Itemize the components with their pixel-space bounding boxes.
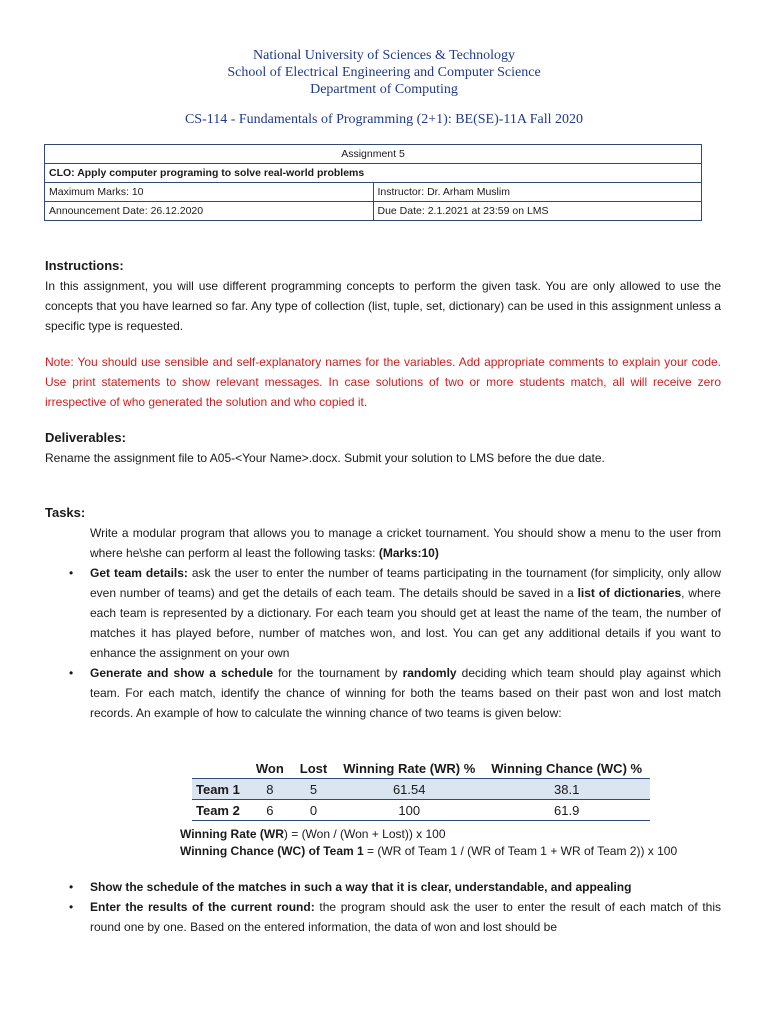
note-paragraph: Note: You should use sensible and self-explanatory names for the variables. Add appropriate comments to explain your code. Use print statements to show relevant messages. In case solutions of two or more students match, all will receive zero irrespective of who generated the solution and who copied it. [45, 355, 721, 409]
task-bold-2: randomly [402, 666, 457, 680]
task-text-2: deciding which team should play against which team. For each match, identify the chance of winning for both the teams based on their past won and lost match records. An example of how to calculate the winning chance of two teams is given below: [90, 666, 722, 720]
formula-abbr: WC [281, 844, 302, 858]
department-name: Department of Computing [310, 82, 458, 97]
university-name: National University of Sciences & Technology [253, 48, 515, 63]
table-cell: 61.9 [483, 800, 650, 821]
instructions-body: In this assignment, you will use different programming concepts to perform the given task. You are only allowed to use the concepts that you have learned so far. Any type of collection (list, tuple, set, dictionary) can be used in this assignment unless a specific type is requested. [45, 279, 721, 333]
task-item [45, 877, 721, 897]
task-bold: Enter the results of the current round: [90, 900, 315, 914]
task-text-2: , where each team is represented by a dictionary. For each team you should get at least the name of the team, the number of matches it has played before, number of matches won, and lost. You can get any additional details if you want to enhance the assignment on your own [90, 586, 721, 660]
deliverables-heading: Deliverables: [45, 430, 126, 445]
table-cell: 38.1 [483, 779, 650, 800]
clo-statement: CLO: Apply computer programing to solve real-world problems [45, 164, 702, 183]
task-text: the program should ask the user to enter the result of each match of this round one by one. Based on the entered information, the data of won and lost should be [90, 900, 721, 934]
task-list [45, 563, 721, 723]
tasks-heading: Tasks: [45, 505, 86, 520]
task-bold: Show the schedule of the matches in such a way that it is clear, understandable, and appealing [90, 880, 632, 894]
task-bold-2: list of dictionaries [577, 586, 682, 600]
table-cell: 100 [335, 800, 483, 821]
formula-label-2: ) of Team 1 [301, 844, 364, 858]
formula-text: = (WR of Team 1 / (WR of Team 1 + WR of Team 2)) x 100 [363, 844, 678, 858]
tasks-section [45, 503, 721, 723]
table-header-cell: Winning Rate (WR) % [335, 758, 483, 779]
task-bold: Get team details: [90, 566, 188, 580]
tasks-intro-text: Write a modular program that allows you to manage a cricket tournament. You should show a menu to the user from where he\she can perform al least the following tasks: [90, 526, 721, 560]
table-header-cell: Lost [292, 758, 335, 779]
bullet-icon: • [69, 880, 74, 894]
bullet-icon: • [69, 566, 74, 580]
table-cell: 61.54 [335, 779, 483, 800]
tasks-marks: (Marks:10) [378, 546, 439, 560]
task-text: for the tournament by [273, 666, 403, 680]
deliverables-body: Rename the assignment file to A05-<Your Name>.docx. Submit your solution to LMS before the due date. [45, 451, 605, 465]
table-cell: Team 1 [192, 779, 248, 800]
formula-label: Winning Chance ( [180, 844, 282, 858]
formula-abbr: WR [263, 827, 284, 841]
winning-chance-formula [180, 843, 677, 860]
table-cell: 8 [248, 779, 292, 800]
instructions-section [45, 256, 721, 336]
task-bold: Generate and show a schedule [90, 666, 274, 680]
announcement-date: Announcement Date: 26.12.2020 [45, 202, 374, 221]
task-item [45, 663, 721, 723]
max-marks: Maximum Marks: 10 [45, 183, 374, 202]
task-item [45, 897, 721, 937]
table-cell: Team 2 [192, 800, 248, 821]
winning-rate-formula [180, 826, 446, 843]
table-row [192, 800, 650, 821]
due-date: Due Date: 2.1.2021 at 23:59 on LMS [373, 202, 702, 221]
course-title: CS-114 - Fundamentals of Programming (2+1): BE(SE)-11A Fall 2020 [184, 112, 584, 127]
instructor: Instructor: Dr. Arham Muslim [373, 183, 702, 202]
bullet-icon: • [69, 900, 74, 914]
table-cell: 5 [292, 779, 335, 800]
instructions-heading: Instructions: [45, 258, 124, 273]
bullet-icon: • [69, 666, 74, 680]
tasks-continued [45, 877, 721, 937]
table-row [192, 779, 650, 800]
school-name: School of Electrical Engineering and Computer Science [227, 65, 541, 80]
formula-label: Winning Rate ( [180, 827, 264, 841]
table-header-cell: Won [248, 758, 292, 779]
table-cell: 6 [248, 800, 292, 821]
formula-text: ) = (Won / (Won + Lost)) x 100 [283, 827, 446, 841]
assignment-number: Assignment 5 [45, 145, 702, 164]
assignment-info-table [44, 144, 702, 221]
table-header-row [192, 758, 650, 779]
table-header-cell: Winning Chance (WC) % [483, 758, 650, 779]
task-list [45, 877, 721, 937]
table-cell: 0 [292, 800, 335, 821]
table-header-cell [192, 758, 248, 779]
task-item [45, 563, 721, 663]
winning-chance-table [192, 758, 650, 821]
tasks-intro [45, 523, 721, 563]
task-text: ask the user to enter the number of teams participating in the tournament (for simplicity, only allow even number of teams) and get the details of each team. The details should be saved in a [90, 566, 721, 600]
deliverables-section [45, 428, 721, 468]
